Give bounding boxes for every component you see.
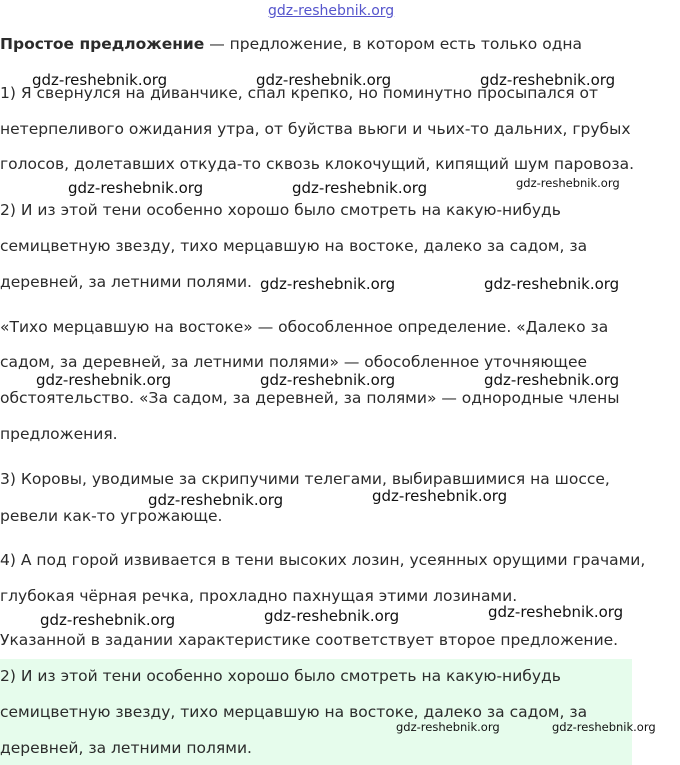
sentence-2-line-2: семицветную звезду, тихо мерцавшую на востоке, далеко за садом, за (0, 237, 588, 255)
watermark: gdz-reshebnik.org (516, 176, 620, 190)
answer-line-2: семицветную звезду, тихо мерцавшую на востоке, далеко за садом, за (0, 703, 588, 721)
watermark: gdz-reshebnik.org (256, 71, 392, 89)
intro-definition (0, 34, 582, 54)
watermark: gdz-reshebnik.org (40, 611, 176, 629)
analysis-line-3: обстоятельство. «За садом, за деревней, за полями» — однородные члены (0, 389, 620, 407)
sentence-3-line-2: ревели как-то угрожающе. (0, 507, 223, 525)
watermark: gdz-reshebnik.org (264, 607, 400, 625)
watermark: gdz-reshebnik.org (292, 179, 428, 197)
watermark: gdz-reshebnik.org (484, 371, 620, 389)
watermark: gdz-reshebnik.org (396, 720, 500, 734)
watermark: gdz-reshebnik.org (32, 71, 168, 89)
definition-text: — предложение, в котором есть только одна (204, 35, 583, 53)
watermark: gdz-reshebnik.org (68, 179, 204, 197)
sentence-1-line-2: нетерпеливого ожидания утра, от буйства вьюги и чьих-то дальних, грубых (0, 120, 631, 138)
sentence-1-line-1: 1) Я свернулся на диванчике, спал крепко, но поминутно просыпался от (0, 84, 599, 102)
watermark: gdz-reshebnik.org (480, 71, 616, 89)
watermark: gdz-reshebnik.org (260, 371, 396, 389)
watermark: gdz-reshebnik.org (36, 371, 172, 389)
analysis-line-4: предложения. (0, 425, 118, 443)
watermark: gdz-reshebnik.org (260, 275, 396, 293)
conclusion: Указанной в задании характеристике соответствует второе предложение. (0, 631, 619, 649)
sentence-2-line-3: деревней, за летними полями. (0, 273, 252, 291)
analysis-line-1: «Тихо мерцавшую на востоке» — обособленное определение. «Далеко за (0, 318, 609, 336)
watermark: gdz-reshebnik.org (372, 487, 508, 505)
answer-line-1: 2) И из этой тени особенно хорошо было смотреть на какую-нибудь (0, 667, 561, 685)
analysis-line-2: садом, за деревней, за летними полями» — обособленное уточняющее (0, 353, 588, 371)
watermark: gdz-reshebnik.org (148, 491, 284, 509)
answer-line-3: деревней, за летними полями. (0, 739, 252, 757)
term-bold: Простое предложение (0, 35, 205, 53)
watermark: gdz-reshebnik.org (268, 3, 395, 19)
sentence-1-line-3: голосов, долетавших откуда-то сквозь клокочущий, кипящий шум паровоза. (0, 155, 635, 173)
watermark: gdz-reshebnik.org (552, 720, 656, 734)
watermark: gdz-reshebnik.org (484, 275, 620, 293)
sentence-3-line-1: 3) Коровы, уводимые за скрипучими телегами, выбиравшимися на шоссе, (0, 470, 610, 488)
sentence-2-line-1: 2) И из этой тени особенно хорошо было смотреть на какую-нибудь (0, 201, 561, 219)
sentence-4-line-2: глубокая чёрная речка, прохладно пахнущая этими лозинами. (0, 587, 518, 605)
sentence-4-line-1: 4) А под горой извивается в тени высоких лозин, усеянных орущими грачами, (0, 551, 646, 569)
watermark: gdz-reshebnik.org (488, 603, 624, 621)
